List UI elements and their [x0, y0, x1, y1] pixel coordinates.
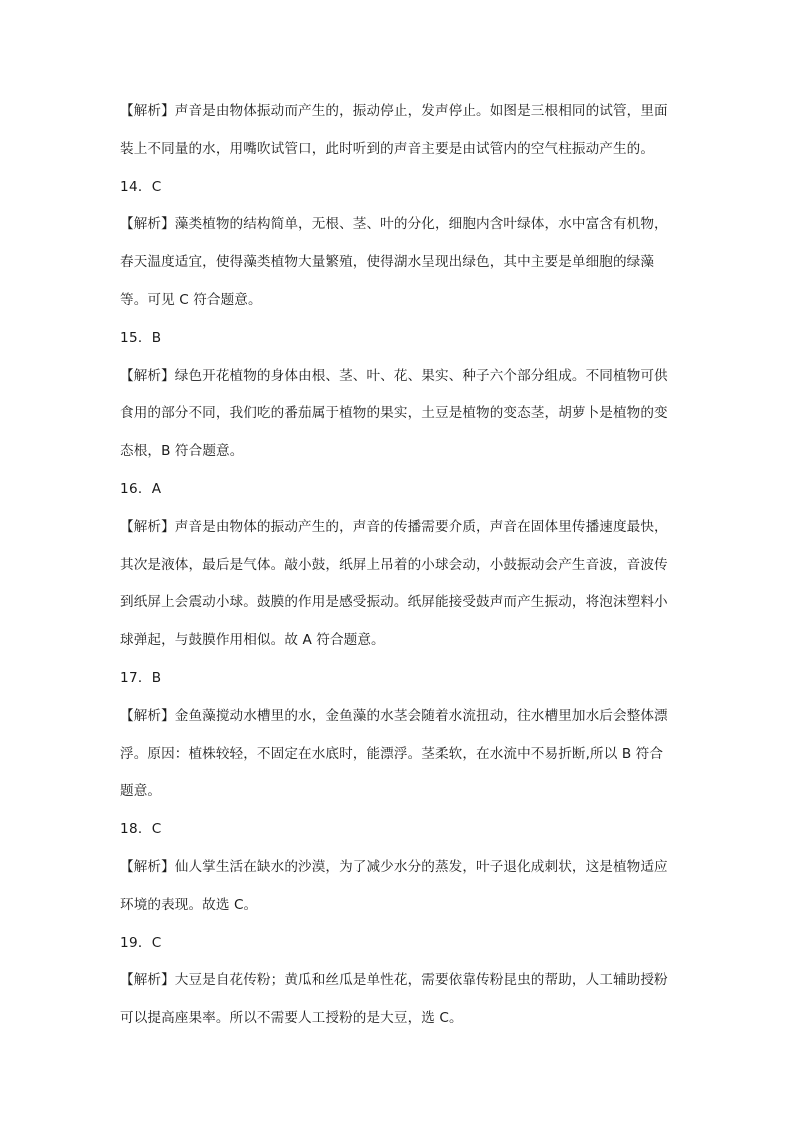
explanation-line: 【解析】仙人掌生活在缺水的沙漠，为了减少水分的蒸发，叶子退化成刺状，这是植物适应	[120, 858, 668, 875]
answer-block	[120, 660, 680, 811]
explanation-line: 【解析】声音是由物体振动而产生的，振动停止，发声停止。如图是三根相同的试管，里面	[120, 103, 668, 119]
explanation-line: 题意。	[120, 783, 162, 800]
question-number: 14．C	[120, 178, 162, 195]
answer-block	[120, 811, 680, 924]
explanation-line: 态根，B 符合题意。	[120, 443, 244, 460]
explanation-line: 装上不同量的水，用嘴吹试管口，此时听到的声音主要是由试管内的空气柱振动产生的。	[120, 140, 655, 157]
question-number: 18．C	[120, 821, 162, 838]
explanation-line: 食用的部分不同，我们吃的番茄属于植物的果实，土豆是植物的变态茎，胡萝卜是植物的变	[120, 405, 668, 422]
answer-block	[120, 93, 680, 169]
answer-explanations	[120, 93, 680, 1038]
explanation-line: 其次是液体，最后是气体。敲小鼓，纸屏上吊着的小球会动，小鼓振动会产生音波，音波传	[120, 556, 668, 573]
explanation-line: 浮。原因：植株较轻，不固定在水底时，能漂浮。茎柔软，在水流中不易折断,所以 B 符合	[120, 745, 664, 762]
explanation-line: 春天温度适宜，使得藻类植物大量繁殖，使得湖水呈现出绿色，其中主要是单细胞的绿藻	[120, 254, 655, 271]
explanation-line: 【解析】藻类植物的结构简单，无根、茎、叶的分化，细胞内含叶绿体，水中富含有机物，	[120, 216, 668, 233]
explanation-line: 可以提高座果率。所以不需要人工授粉的是大豆，选 C。	[120, 1010, 463, 1027]
explanation-line: 环境的表现。故选 C。	[120, 896, 258, 913]
answer-block	[120, 169, 680, 320]
explanation-line: 到纸屏上会震动小球。鼓膜的作用是感受振动。纸屏能接受鼓声而产生振动，将泡沫塑料小	[120, 594, 668, 611]
explanation-line: 等。可见 C 符合题意。	[120, 291, 262, 308]
question-number: 17．B	[120, 669, 162, 686]
answer-block	[120, 320, 680, 471]
answer-block	[120, 925, 680, 1038]
explanation-line: 【解析】大豆是自花传粉；黄瓜和丝瓜是单性花，需要依靠传粉昆虫的帮助，人工辅助授粉	[120, 972, 668, 989]
question-number: 15．B	[120, 329, 162, 346]
answer-block	[120, 471, 680, 660]
question-number: 19．C	[120, 934, 162, 951]
explanation-line: 【解析】绿色开花植物的身体由根、茎、叶、花、果实、种子六个部分组成。不同植物可供	[120, 367, 668, 384]
question-number: 16．A	[120, 480, 162, 497]
explanation-line: 球弹起，与鼓膜作用相似。故 A 符合题意。	[120, 632, 385, 649]
explanation-line: 【解析】金鱼藻搅动水槽里的水，金鱼藻的水茎会随着水流扭动，往水槽里加水后会整体漂	[120, 707, 668, 724]
explanation-line: 【解析】声音是由物体的振动产生的，声音的传播需要介质，声音在固体里传播速度最快，	[120, 518, 668, 535]
